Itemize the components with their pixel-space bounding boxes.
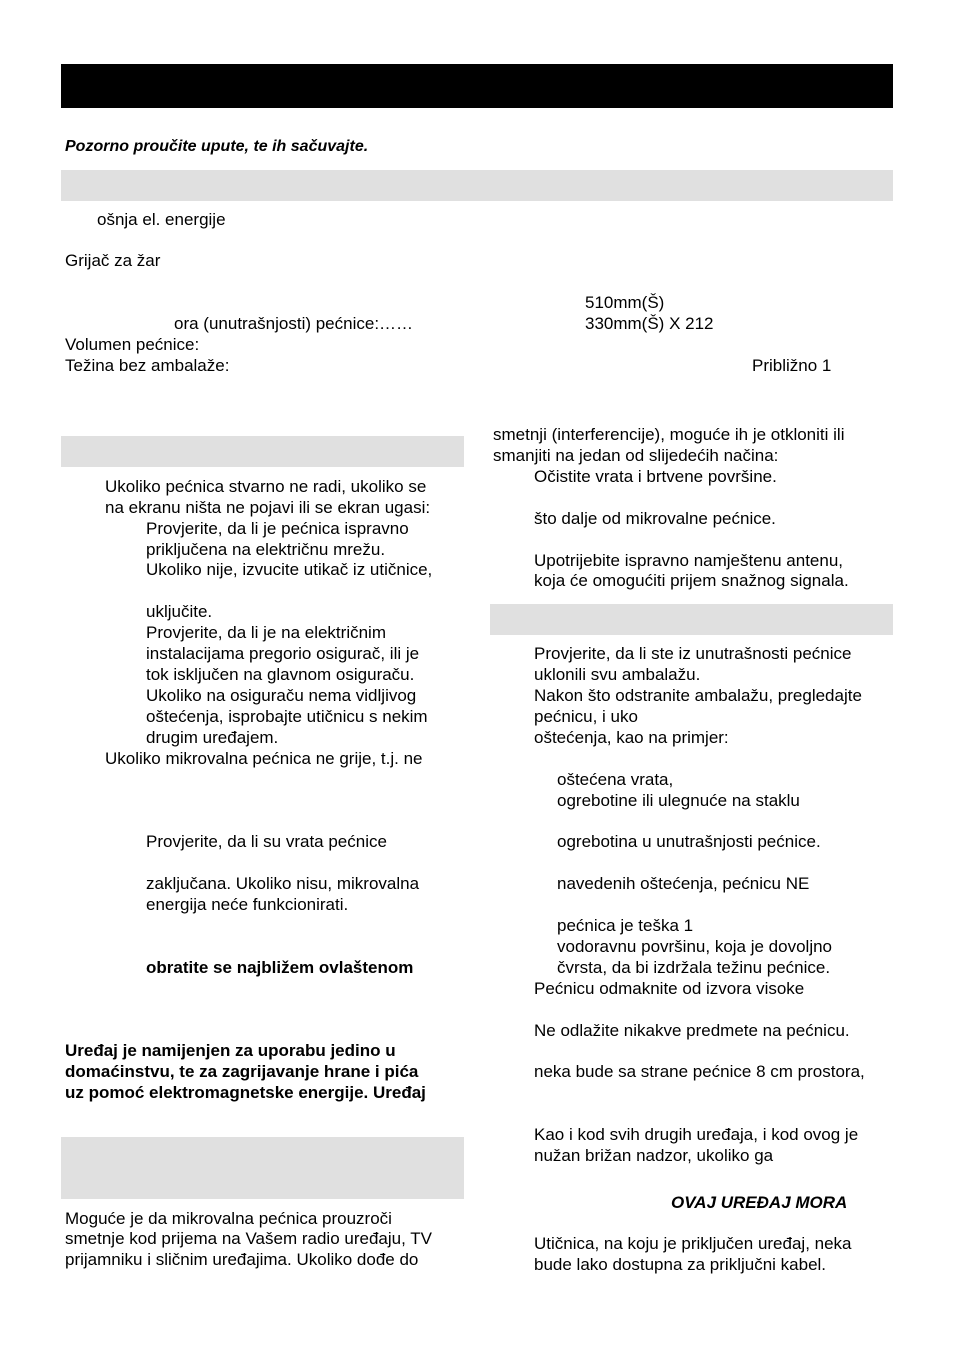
spec-grill: Grijač za žar (65, 251, 161, 270)
spec-weight-value: Približno 1 (752, 356, 832, 375)
right-line: Utičnica, na koju je priključen uređaj, neka (534, 1234, 852, 1253)
section-header-installation (490, 604, 893, 635)
section-header-specs (61, 170, 893, 201)
right-line: Pećnicu odmaknite od izvora visoke (534, 979, 805, 998)
right-line: što dalje od mikrovalne pećnice. (534, 509, 776, 528)
spec-volume-label: Volumen pećnice: (65, 335, 200, 354)
left-line: zaključana. Ukoliko nisu, mikrovalna (146, 874, 420, 893)
left-line: drugim uređajem. (146, 728, 279, 747)
right-line: Očistite vrata i brtvene površine. (534, 467, 777, 486)
title-bar (61, 64, 893, 108)
right-line: ogrebotine ili ulegnuće na staklu (557, 791, 800, 810)
right-line: uklonili svu ambalažu. (534, 665, 701, 684)
right-line: neka bude sa strane pećnice 8 cm prostora, (534, 1062, 865, 1081)
spec-inner-label: ora (unutrašnjosti) pećnice:…… (174, 314, 414, 333)
left-line: energija neće funkcionirati. (146, 895, 349, 914)
right-line: oštećenja, kao na primjer: (534, 728, 729, 747)
left-line: priključena na električnu mrežu. (146, 540, 386, 559)
right-line: bude lako dostupna za priključni kabel. (534, 1255, 827, 1274)
interference-line: prijamniku i sličnim uređajima. Ukoliko dođe do (65, 1250, 419, 1269)
spec-power: ošnja el. energije (97, 210, 226, 229)
right-line: čvrsta, da bi izdržala težinu pećnice. (557, 958, 831, 977)
right-line: koja će omogućiti prijem snažnog signala. (534, 571, 849, 590)
section-header-troubleshoot (61, 436, 464, 467)
left-line: oštećenja, isprobajte utičnicu s nekim (146, 707, 428, 726)
right-line: vodoravnu površinu, koja je dovoljno (557, 937, 833, 956)
spec-inner-value: 330mm(Š) X 212 (585, 314, 714, 333)
left-line: Ukoliko nije, izvucite utikač iz utičnice, (146, 560, 433, 579)
left-line: Provjerite, da li su vrata pećnice (146, 832, 387, 851)
left-line: uključite. (146, 602, 213, 621)
left-line: Ukoliko na osiguraču nema vidljivog (146, 686, 417, 705)
left-line: na ekranu ništa ne pojavi ili se ekran ugasi: (105, 498, 431, 517)
right-line: Upotrijebite ispravno namještenu antenu, (534, 551, 844, 570)
right-line: smanjiti na jedan od slijedećih načina: (493, 446, 779, 465)
usage-line: uz pomoć elektromagnetske energije. Uređaj (65, 1083, 426, 1102)
right-line: navedenih oštećenja, pećnicu NE (557, 874, 810, 893)
usage-line: domaćinstvu, te za zagrijavanje hrane i pića (65, 1062, 419, 1081)
right-line: ogrebotina u unutrašnjosti pećnice. (557, 832, 821, 851)
left-line: instalacijama pregorio osigurač, ili je (146, 644, 420, 663)
right-line: Provjerite, da li ste iz unutrašnosti pećnice (534, 644, 852, 663)
right-line: Kao i kod svih drugih uređaja, i kod ovog je (534, 1125, 859, 1144)
left-line: Provjerite, da li je pećnica ispravno (146, 519, 409, 538)
left-line: Ukoliko mikrovalna pećnica ne grije, t.j. ne (105, 749, 423, 768)
left-line: Provjerite, da li je na električnim (146, 623, 386, 642)
spec-weight-label: Težina bez ambalaže: (65, 356, 230, 375)
right-line: pećnica je teška 1 (557, 916, 694, 935)
right-line: Nakon što odstranite ambalažu, pregledajte (534, 686, 862, 705)
left-line: Ukoliko pećnica stvarno ne radi, ukoliko se (105, 477, 427, 496)
right-warning: OVAJ UREĐAJ MORA (671, 1193, 848, 1212)
left-line: obratite se najbližem ovlaštenom (146, 958, 414, 977)
intro-text: Pozorno proučite upute, te ih sačuvajte. (65, 138, 369, 155)
interference-line: smetnje kod prijema na Vašem radio uređaju, TV (65, 1229, 432, 1248)
right-line: Ne odlažite nikakve predmete na pećnicu. (534, 1021, 850, 1040)
spec-outer-dim: 510mm(Š) (585, 293, 665, 312)
section-header-interference (61, 1137, 464, 1199)
left-line: tok isključen na glavnom osiguraču. (146, 665, 415, 684)
right-line: oštećena vrata, (557, 770, 674, 789)
right-line: pećnicu, i uko (534, 707, 638, 726)
interference-line: Moguće je da mikrovalna pećnica prouzroči (65, 1209, 392, 1228)
right-line: nužan brižan nadzor, ukoliko ga (534, 1146, 774, 1165)
usage-line: Uređaj je namijenjen za uporabu jedino u (65, 1041, 396, 1060)
right-line: smetnji (interferencije), moguće ih je otkloniti ili (493, 425, 845, 444)
